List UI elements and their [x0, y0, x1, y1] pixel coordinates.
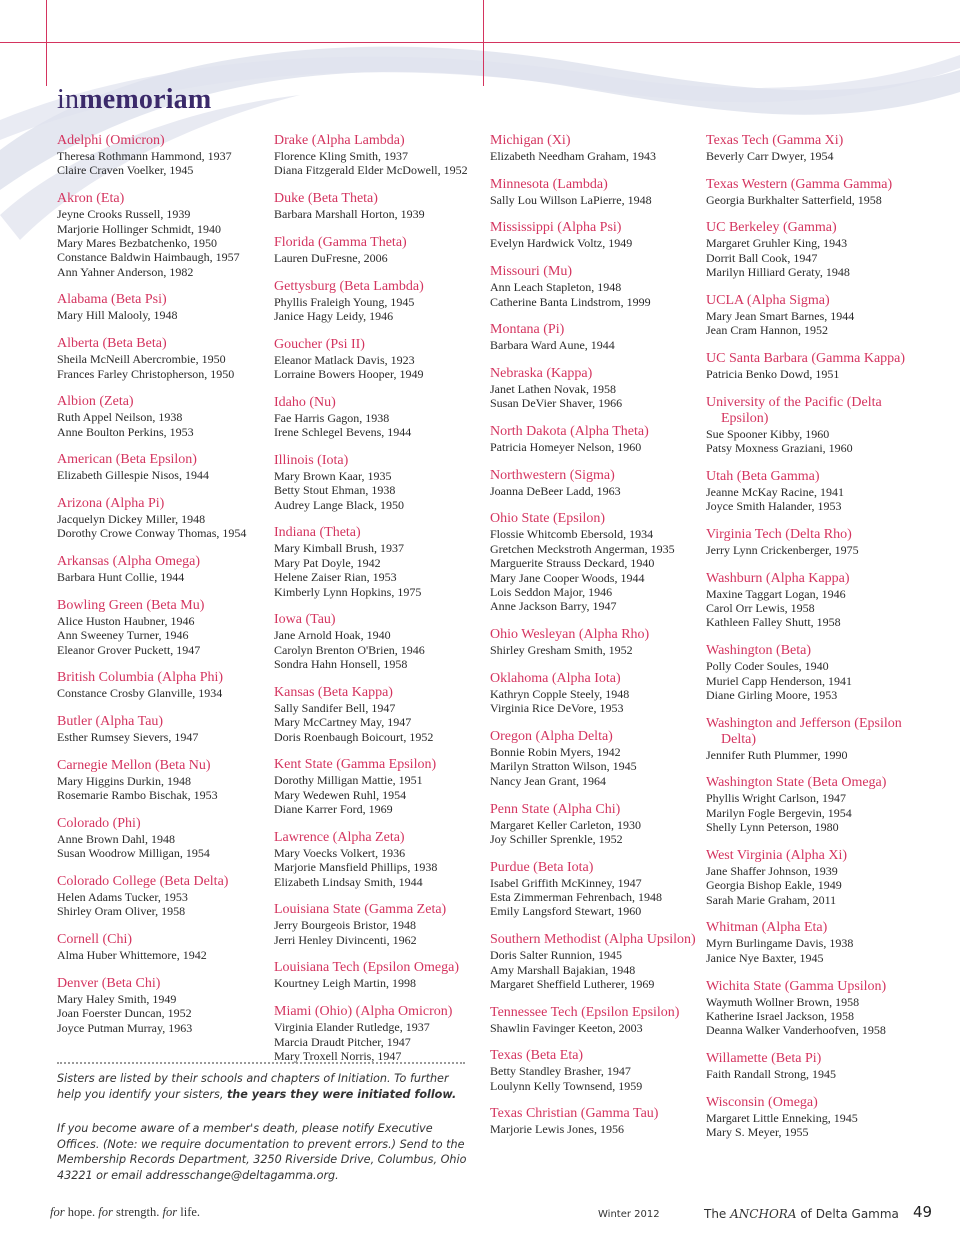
- member-name: Margaret Little Enneking, 1945: [706, 1110, 858, 1125]
- member-name: Isabel Griffith McKinney, 1947: [490, 875, 642, 890]
- member-name: Polly Coder Soules, 1940: [706, 659, 829, 674]
- member-name: Mary Hill Malooly, 1948: [57, 308, 178, 323]
- member-name: Dorothy Crowe Conway Thomas, 1954: [57, 526, 247, 541]
- memoriam-section: [706, 716, 914, 762]
- school-chapter-heading: Carnegie Mellon (Beta Nu): [57, 757, 211, 773]
- member-name: Virginia Elander Rutledge, 1937: [274, 1020, 430, 1035]
- memoriam-section: [57, 336, 265, 381]
- member-name: Theresa Rothmann Hammond, 1937: [57, 149, 232, 163]
- member-name: Katherine Israel Jackson, 1958: [706, 1008, 854, 1023]
- memoriam-column-2: [274, 133, 482, 1077]
- memoriam-section: [490, 322, 698, 352]
- member-name: Anne Brown Dahl, 1948: [57, 831, 175, 846]
- school-chapter-heading: Texas Western (Gamma Gamma): [706, 176, 893, 192]
- member-name: Irene Schlegel Bevens, 1944: [274, 425, 412, 440]
- header-rule: [0, 42, 960, 43]
- memoriam-section: [490, 627, 698, 657]
- member-name: Ann Yahner Anderson, 1982: [57, 264, 194, 279]
- member-name: Fae Harris Gagon, 1938: [274, 410, 390, 425]
- memoriam-section: [274, 685, 482, 744]
- school-chapter-heading: Alberta (Beta Beta): [57, 336, 167, 352]
- member-name: Myrn Burlingame Davis, 1938: [706, 936, 854, 951]
- memoriam-section: [274, 830, 482, 889]
- issue-date: Winter 2012: [598, 1209, 660, 1220]
- memoriam-section: [274, 133, 482, 178]
- school-chapter-heading: Southern Methodist (Alpha Upsilon): [490, 932, 696, 948]
- school-chapter-heading: Mississippi (Alpha Psi): [490, 220, 622, 236]
- member-name: Kimberly Lynn Hopkins, 1975: [274, 584, 422, 599]
- school-chapter-heading: Nebraska (Kappa): [490, 365, 593, 381]
- member-name: Mary Pat Doyle, 1942: [274, 555, 381, 570]
- school-chapter-heading: North Dakota (Alpha Theta): [490, 424, 649, 440]
- memoriam-section: [57, 874, 265, 919]
- school-chapter-heading: Miami (Ohio) (Alpha Omicron): [274, 1004, 453, 1020]
- memoriam-column-3: [490, 133, 698, 1150]
- school-chapter-heading: Virginia Tech (Delta Rho): [706, 526, 852, 542]
- member-name: Joyce Smith Halander, 1953: [706, 499, 842, 514]
- memoriam-section: [706, 920, 914, 965]
- member-name: Janet Lathen Novak, 1958: [490, 381, 616, 396]
- member-name: Doris Salter Runnion, 1945: [490, 948, 622, 963]
- member-name: Sally Lou Willson LaPierre, 1948: [490, 192, 652, 207]
- member-name: Diana Fitzgerald Elder McDowell, 1952: [274, 163, 468, 178]
- memoriam-section: [274, 337, 482, 382]
- member-name: Sue Spooner Kibby, 1960: [706, 426, 830, 441]
- school-chapter-heading: University of the Pacific (Delta Epsilon): [706, 394, 882, 426]
- member-name: Betty Stout Ehman, 1938: [274, 483, 396, 498]
- member-name: Catherine Banta Lindstrom, 1999: [490, 294, 651, 309]
- memoriam-section: [57, 292, 265, 322]
- member-name: Shirley Oram Oliver, 1958: [57, 904, 186, 919]
- school-chapter-heading: Drake (Alpha Lambda): [274, 133, 405, 148]
- school-chapter-heading: UCLA (Alpha Sigma): [706, 292, 830, 308]
- initiation-note: Sisters are listed by their schools and chapters of Initiation. To further help you identify your sisters, the years they were initiated follow.: [57, 1072, 457, 1101]
- memoriam-section: [57, 758, 265, 803]
- member-name: Anne Jackson Barry, 1947: [490, 599, 617, 614]
- member-name: Evelyn Hardwick Voltz, 1949: [490, 236, 633, 251]
- memoriam-section: [274, 902, 482, 947]
- member-name: Marjorie Lewis Jones, 1956: [490, 1122, 624, 1137]
- member-name: Flossie Whitcomb Ebersold, 1934: [490, 527, 654, 542]
- school-chapter-heading: British Columbia (Alpha Phi): [57, 670, 224, 686]
- member-name: Bonnie Robin Myers, 1942: [490, 744, 621, 759]
- dotted-divider: [57, 1062, 465, 1064]
- member-name: Muriel Capp Henderson, 1941: [706, 673, 852, 688]
- school-chapter-heading: Ohio Wesleyan (Alpha Rho): [490, 627, 650, 643]
- memoriam-section: [57, 976, 265, 1035]
- memoriam-section: [706, 643, 914, 702]
- member-name: Waymuth Wollner Brown, 1958: [706, 994, 860, 1009]
- member-name: Gretchen Meckstroth Angerman, 1935: [490, 541, 675, 556]
- member-name: Margaret Keller Carleton, 1930: [490, 817, 642, 832]
- memoriam-section: [274, 960, 482, 990]
- member-name: Joanna DeBeer Ladd, 1963: [490, 483, 621, 498]
- member-name: Deanna Walker Vanderhoofven, 1958: [706, 1023, 886, 1038]
- member-name: Sondra Hahn Honsell, 1958: [274, 657, 408, 672]
- school-chapter-heading: American (Beta Epsilon): [57, 452, 197, 468]
- member-name: Jane Shaffer Johnson, 1939: [706, 863, 838, 878]
- memoriam-section: [706, 469, 914, 514]
- school-chapter-heading: Colorado (Phi): [57, 815, 141, 831]
- school-chapter-heading: Texas Tech (Gamma Xi): [706, 133, 844, 148]
- memoriam-section: [57, 816, 265, 861]
- member-name: Elizabeth Needham Graham, 1943: [490, 149, 656, 163]
- member-name: Mary Haley Smith, 1949: [57, 991, 177, 1006]
- memoriam-section: [57, 598, 265, 657]
- page-title: inmemoriam: [57, 84, 212, 115]
- school-chapter-heading: Louisiana State (Gamma Zeta): [274, 902, 447, 918]
- member-name: Claire Craven Voelker, 1945: [57, 163, 194, 178]
- school-chapter-heading: UC Berkeley (Gamma): [706, 220, 837, 236]
- member-name: Janice Nye Baxter, 1945: [706, 950, 824, 965]
- member-name: Helen Adams Tucker, 1953: [57, 890, 188, 905]
- member-name: Jane Arnold Hoak, 1940: [274, 628, 391, 643]
- notification-note: If you become aware of a member's death, please notify Executive Offices. (Note: we require documentation to prevent errors.) Send to the Membership Records Department, 3250 Riverside Drive, Columbus, Ohio 43221 or email addresschange@deltagamma.org.: [57, 1122, 467, 1182]
- member-name: Margaret Sheffield Lutherer, 1969: [490, 976, 655, 991]
- member-name: Barbara Hunt Collie, 1944: [57, 570, 185, 585]
- school-chapter-heading: Michigan (Xi): [490, 133, 571, 148]
- member-name: Ann Leach Stapleton, 1948: [490, 280, 622, 295]
- member-name: Diane Girling Moore, 1953: [706, 687, 838, 702]
- member-name: Carol Orr Lewis, 1958: [706, 601, 815, 616]
- school-chapter-heading: Adelphi (Omicron): [57, 133, 165, 148]
- memoriam-section: [274, 1004, 482, 1063]
- school-chapter-heading: Louisiana Tech (Epsilon Omega): [274, 960, 459, 976]
- header-vertical-rule: [483, 0, 484, 86]
- memoriam-section: [57, 554, 265, 584]
- member-name: Jerry Bourgeois Bristor, 1948: [274, 918, 416, 933]
- member-name: Patsy Moxness Graziani, 1960: [706, 441, 853, 456]
- memoriam-column-4: [706, 133, 914, 1153]
- memoriam-section: [57, 133, 265, 178]
- member-name: Eleanor Grover Puckett, 1947: [57, 642, 201, 657]
- memoriam-section: [490, 424, 698, 454]
- member-name: Mary Wedewen Ruhl, 1954: [274, 787, 407, 802]
- memoriam-section: [274, 235, 482, 265]
- member-name: Anne Boulton Perkins, 1953: [57, 424, 194, 439]
- member-name: Marguerite Strauss Deckard, 1940: [490, 556, 655, 571]
- member-name: Joyce Putman Murray, 1963: [57, 1020, 193, 1035]
- member-name: Virginia Rice DeVore, 1953: [490, 701, 624, 716]
- member-name: Lauren DuFresne, 2006: [274, 250, 388, 265]
- school-chapter-heading: Washington State (Beta Omega): [706, 775, 887, 791]
- member-name: Jeyne Crooks Russell, 1939: [57, 207, 191, 222]
- memoriam-section: [490, 1106, 698, 1136]
- school-chapter-heading: Washington and Jefferson (Epsilon Delta): [706, 715, 902, 747]
- member-name: Doris Roenbaugh Boicourt, 1952: [274, 729, 434, 744]
- memoriam-section: [490, 671, 698, 716]
- member-name: Jean Cram Hannon, 1952: [706, 323, 828, 338]
- member-name: Emily Langsford Stewart, 1960: [490, 904, 642, 919]
- memoriam-section: [57, 394, 265, 439]
- member-name: Joy Schiller Sprenkle, 1952: [490, 831, 623, 846]
- member-name: Mary Mares Bezbatchenko, 1950: [57, 235, 217, 250]
- member-name: Marilyn Stratton Wilson, 1945: [490, 759, 637, 774]
- memoriam-section: [706, 979, 914, 1038]
- member-name: Lorraine Bowers Hooper, 1949: [274, 367, 424, 382]
- member-name: Susan DeVier Shaver, 1966: [490, 396, 623, 411]
- school-chapter-heading: Florida (Gamma Theta): [274, 234, 407, 250]
- member-name: Margaret Gruhler King, 1943: [706, 236, 848, 251]
- memoriam-section: [706, 527, 914, 557]
- member-name: Mary McCartney May, 1947: [274, 715, 412, 730]
- school-chapter-heading: Gettysburg (Beta Lambda): [274, 278, 424, 294]
- memoriam-section: [706, 220, 914, 279]
- memoriam-section: [274, 279, 482, 324]
- tagline: for hope. for strength. for life.: [50, 1205, 201, 1219]
- member-name: Patricia Benko Dowd, 1951: [706, 367, 840, 382]
- school-chapter-heading: Texas (Beta Eta): [490, 1048, 584, 1064]
- member-name: Diane Karrer Ford, 1969: [274, 802, 393, 817]
- school-chapter-heading: Minnesota (Lambda): [490, 176, 608, 192]
- memoriam-section: [706, 571, 914, 630]
- member-name: Georgia Burkhalter Satterfield, 1958: [706, 192, 882, 207]
- member-name: Jerri Henley Divincenti, 1962: [274, 932, 417, 947]
- memoriam-column-1: [57, 133, 265, 1048]
- school-chapter-heading: Akron (Eta): [57, 191, 125, 207]
- school-chapter-heading: Oregon (Alpha Delta): [490, 728, 613, 744]
- member-name: Marcia Draudt Pitcher, 1947: [274, 1034, 411, 1049]
- member-name: Shawlin Favinger Keeton, 2003: [490, 1020, 643, 1035]
- school-chapter-heading: Whitman (Alpha Eta): [706, 920, 828, 936]
- school-chapter-heading: Missouri (Mu): [490, 264, 573, 280]
- memoriam-section: [57, 452, 265, 482]
- member-name: Elizabeth Lindsay Smith, 1944: [274, 874, 423, 889]
- memoriam-section: [57, 496, 265, 541]
- member-name: Loulynn Kelly Townsend, 1959: [490, 1078, 643, 1093]
- school-chapter-heading: Purdue (Beta Iota): [490, 859, 594, 875]
- school-chapter-heading: Penn State (Alpha Chi): [490, 801, 621, 817]
- school-chapter-heading: Bowling Green (Beta Mu): [57, 597, 205, 613]
- member-name: Susan Woodrow Milligan, 1954: [57, 846, 210, 861]
- memoriam-section: [706, 395, 914, 456]
- school-chapter-heading: Cornell (Chi): [57, 932, 133, 948]
- member-name: Shirley Gresham Smith, 1952: [490, 643, 633, 658]
- school-chapter-heading: Texas Christian (Gamma Tau): [490, 1106, 659, 1122]
- member-name: Esther Rumsey Sievers, 1947: [57, 730, 199, 745]
- school-chapter-heading: Illinois (Iota): [274, 452, 349, 468]
- member-name: Mary Brown Kaar, 1935: [274, 468, 392, 483]
- member-name: Ruth Appel Neilson, 1938: [57, 410, 183, 425]
- memoriam-section: [706, 775, 914, 834]
- school-chapter-heading: Kent State (Gamma Epsilon): [274, 757, 437, 773]
- school-chapter-heading: Ohio State (Epsilon): [490, 511, 606, 527]
- member-name: Beverly Carr Dwyer, 1954: [706, 149, 834, 163]
- school-chapter-heading: Kansas (Beta Kappa): [274, 684, 393, 700]
- member-name: Jennifer Ruth Plummer, 1990: [706, 747, 848, 762]
- school-chapter-heading: Oklahoma (Alpha Iota): [490, 670, 621, 686]
- school-chapter-heading: Idaho (Nu): [274, 394, 336, 410]
- member-name: Betty Standley Brasher, 1947: [490, 1064, 631, 1079]
- memoriam-section: [706, 848, 914, 907]
- school-chapter-heading: Alabama (Beta Psi): [57, 292, 167, 308]
- member-name: Mary Jean Smart Barnes, 1944: [706, 308, 855, 323]
- school-chapter-heading: Washington (Beta): [706, 643, 812, 659]
- member-name: Dorrit Ball Cook, 1947: [706, 250, 818, 265]
- school-chapter-heading: Tennessee Tech (Epsilon Epsilon): [490, 1004, 680, 1020]
- school-chapter-heading: Arkansas (Alpha Omega): [57, 554, 201, 570]
- memoriam-section: [706, 351, 914, 381]
- member-name: Kathryn Copple Steely, 1948: [490, 686, 630, 701]
- member-name: Joan Foerster Duncan, 1952: [57, 1006, 192, 1021]
- member-name: Eleanor Matlack Davis, 1923: [274, 352, 415, 367]
- memoriam-section: [490, 366, 698, 411]
- school-chapter-heading: Indiana (Theta): [274, 525, 361, 541]
- member-name: Constance Baldwin Haimbaugh, 1957: [57, 250, 240, 265]
- member-name: Barbara Ward Aune, 1944: [490, 338, 615, 353]
- member-name: Mary Jane Cooper Woods, 1944: [490, 570, 645, 585]
- member-name: Sheila McNeill Abercrombie, 1950: [57, 352, 226, 367]
- member-name: Ann Sweeney Turner, 1946: [57, 628, 189, 643]
- memoriam-section: [706, 1095, 914, 1140]
- memoriam-section: [274, 612, 482, 671]
- memoriam-section: [57, 714, 265, 744]
- magazine-title: The ANCHORA of Delta Gamma: [704, 1207, 899, 1221]
- member-name: Mary Kimball Brush, 1937: [274, 541, 404, 556]
- member-name: Marilyn Hilliard Geraty, 1948: [706, 265, 850, 280]
- school-chapter-heading: Goucher (Psi II): [274, 336, 365, 352]
- member-name: Jeanne McKay Racine, 1941: [706, 484, 844, 499]
- member-name: Marjorie Mansfield Phillips, 1938: [274, 860, 438, 875]
- member-name: Sarah Marie Graham, 2011: [706, 892, 837, 907]
- school-chapter-heading: Utah (Beta Gamma): [706, 468, 820, 484]
- member-name: Florence Kling Smith, 1937: [274, 149, 408, 163]
- member-name: Kourtney Leigh Martin, 1998: [274, 976, 416, 991]
- memoriam-section: [490, 468, 698, 498]
- member-name: Marilyn Fogle Bergevin, 1954: [706, 805, 852, 820]
- member-name: Maxine Taggart Logan, 1946: [706, 586, 846, 601]
- memoriam-section: [274, 395, 482, 440]
- school-chapter-heading: Washburn (Alpha Kappa): [706, 570, 850, 586]
- memoriam-section: [706, 177, 914, 207]
- member-name: Nancy Jean Grant, 1964: [490, 773, 606, 788]
- member-name: Helene Zaiser Rian, 1953: [274, 570, 397, 585]
- memoriam-section: [57, 191, 265, 279]
- school-chapter-heading: Iowa (Tau): [274, 612, 336, 628]
- school-chapter-heading: UC Santa Barbara (Gamma Kappa): [706, 351, 906, 367]
- member-name: Janice Hagy Leidy, 1946: [274, 308, 394, 323]
- school-chapter-heading: Colorado College (Beta Delta): [57, 874, 229, 890]
- member-name: Faith Randall Strong, 1945: [706, 1067, 836, 1082]
- member-name: Rosemarie Rambo Bischak, 1953: [57, 788, 218, 803]
- memoriam-section: [490, 177, 698, 207]
- school-chapter-heading: West Virginia (Alpha Xi): [706, 847, 847, 863]
- memoriam-section: [706, 133, 914, 163]
- member-name: Shelly Lynn Peterson, 1980: [706, 820, 839, 835]
- memoriam-section: [490, 133, 698, 163]
- memoriam-section: [706, 293, 914, 338]
- member-name: Jerry Lynn Crickenberger, 1975: [706, 542, 859, 557]
- memoriam-section: [706, 1051, 914, 1081]
- member-name: Constance Crosby Glanville, 1934: [57, 686, 223, 701]
- memoriam-section: [274, 525, 482, 599]
- member-name: Audrey Lange Black, 1950: [274, 497, 404, 512]
- school-chapter-heading: Willamette (Beta Pi): [706, 1051, 822, 1067]
- memoriam-section: [490, 511, 698, 613]
- member-name: Dorothy Milligan Mattie, 1951: [274, 773, 423, 788]
- member-name: Barbara Marshall Horton, 1939: [274, 207, 425, 222]
- school-chapter-heading: Butler (Alpha Tau): [57, 714, 164, 730]
- memoriam-section: [490, 1048, 698, 1093]
- member-name: Frances Farley Christopherson, 1950: [57, 366, 235, 381]
- member-name: Marjorie Hollinger Schmidt, 1940: [57, 221, 221, 236]
- memoriam-section: [490, 802, 698, 847]
- member-name: Amy Marshall Bajakian, 1948: [490, 962, 636, 977]
- memoriam-section: [490, 729, 698, 788]
- member-name: Phyllis Fraleigh Young, 1945: [274, 294, 415, 309]
- member-name: Patricia Homeyer Nelson, 1960: [490, 440, 642, 455]
- member-name: Carolyn Brenton O'Brien, 1946: [274, 642, 425, 657]
- member-name: Mary Higgins Durkin, 1948: [57, 773, 191, 788]
- member-name: Phyllis Wright Carlson, 1947: [706, 791, 846, 806]
- memoriam-section: [274, 757, 482, 816]
- member-name: Georgia Bishop Eakle, 1949: [706, 878, 842, 893]
- school-chapter-heading: Denver (Beta Chi): [57, 975, 161, 991]
- memoriam-section: [490, 860, 698, 919]
- member-name: Kathleen Falley Shutt, 1958: [706, 615, 841, 630]
- school-chapter-heading: Wisconsin (Omega): [706, 1094, 818, 1110]
- school-chapter-heading: Montana (Pi): [490, 322, 565, 338]
- member-name: Alma Huber Whittemore, 1942: [57, 948, 207, 963]
- member-name: Alice Huston Haubner, 1946: [57, 613, 195, 628]
- memoriam-section: [490, 264, 698, 309]
- school-chapter-heading: Albion (Zeta): [57, 394, 134, 410]
- memoriam-section: [490, 932, 698, 991]
- header-vertical-rule: [46, 0, 47, 86]
- member-name: Esta Zimmerman Fehrenbach, 1948: [490, 890, 662, 905]
- memoriam-section: [57, 670, 265, 700]
- memoriam-section: [274, 453, 482, 512]
- school-chapter-heading: Duke (Beta Theta): [274, 191, 378, 207]
- member-name: Mary Troxell Norris, 1947: [274, 1048, 402, 1063]
- member-name: Sally Sandifer Bell, 1947: [274, 700, 396, 715]
- school-chapter-heading: Arizona (Alpha Pi): [57, 496, 165, 512]
- member-name: Mary Voecks Volkert, 1936: [274, 845, 406, 860]
- school-chapter-heading: Wichita State (Gamma Upsilon): [706, 978, 887, 994]
- school-chapter-heading: Northwestern (Sigma): [490, 467, 615, 483]
- page-number: 49: [913, 1203, 933, 1221]
- memoriam-section: [57, 932, 265, 962]
- memoriam-section: [490, 220, 698, 250]
- memoriam-section: [490, 1005, 698, 1035]
- memoriam-section: [274, 191, 482, 221]
- member-name: Mary S. Meyer, 1955: [706, 1125, 809, 1140]
- school-chapter-heading: Lawrence (Alpha Zeta): [274, 829, 405, 845]
- member-name: Lois Seddon Major, 1946: [490, 585, 613, 600]
- member-name: Jacquelyn Dickey Miller, 1948: [57, 512, 206, 527]
- member-name: Elizabeth Gillespie Nisos, 1944: [57, 468, 209, 483]
